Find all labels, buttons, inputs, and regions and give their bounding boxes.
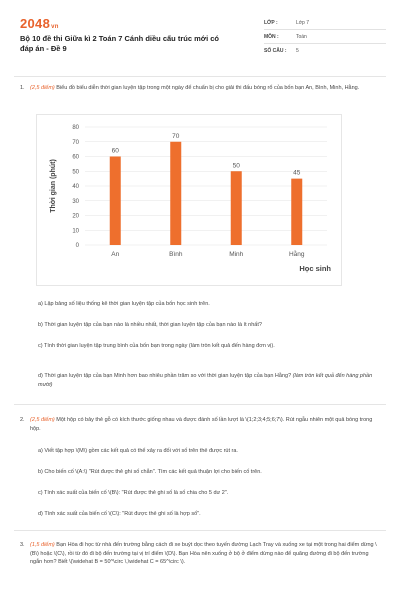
y-tick-label: 80 [72,125,79,131]
question-number: 2. [20,417,25,423]
meta-value: Lớp 7 [296,19,310,26]
question-2 [20,416,382,438]
q2-part-b: b) Cho biến cố \(A:\) "Rút được thẻ ghi số chẵn". Tìm các kết quả thuận lợi cho biến cố trên. [38,469,262,475]
bar [291,179,302,245]
y-tick-label: 10 [72,228,79,235]
question-number: 1. [20,85,25,91]
document-header [14,12,386,70]
meta-value: Toán [296,33,307,40]
question-points: (2,5 điểm) [30,85,55,91]
q1-part-d-text: d) Thời gian luyện tập của bạn Minh hơn bao nhiêu phần trăm so với thời gian luyện tập của bạn Hằng? [38,373,293,379]
meta-row-count [264,44,386,58]
bar-value-label: 70 [172,132,180,140]
bar-value-label: 45 [293,169,301,177]
question-number: 3. [20,542,25,548]
meta-row-subject [264,30,386,44]
question-divider [14,404,386,405]
bar [231,171,242,245]
bar-chart [36,114,342,286]
question-text [30,416,382,433]
x-tick-label: Hằng [288,251,305,258]
y-axis-label: Thời gian (phút) [50,159,57,213]
bar-value-label: 50 [232,162,240,170]
header-divider [14,76,386,77]
x-tick-label: Bình [169,251,183,258]
bar-chart-svg [37,115,343,287]
q1-part-b: b) Thời gian luyện tập của bạn nào là nhiều nhất, thời gian luyện tập của bạn nào là ít nhất? [38,322,262,328]
x-tick-label: An [111,251,120,258]
q1-part-d-note: (làm tròn kết quả đến hàng phần mười) [38,373,373,388]
y-tick-label: 70 [72,139,79,146]
question-1 [20,84,382,106]
meta-key: LỚP : [264,19,278,26]
y-tick-label: 0 [75,243,79,249]
site-logo[interactable] [20,16,59,31]
meta-table [264,16,386,58]
meta-value: 5 [296,48,299,54]
q2-part-c: c) Tính xác suất của biến cố \(B\): "Rút được thẻ ghi số là số chia cho 5 dư 2". [38,490,229,496]
question-points: (1,5 điểm) [30,542,55,548]
bar [170,142,181,245]
y-tick-label: 30 [72,198,79,205]
question-3 [20,541,382,581]
y-tick-label: 40 [72,184,79,190]
bar [110,157,121,246]
q1-part-c: c) Tính thời gian luyện tập trung bình của bốn bạn trong ngày (làm tròn kết quả đến hàng đơn vị). [38,343,275,349]
q1-part-a: a) Lập bảng số liệu thống kê thời gian luyện tập của bốn học sinh trên. [38,301,210,307]
question-body: Bạn Hòa đi học từ nhà đến trường bằng cách đi xe buýt dọc theo tuyến đường Lạch Tray và xuống xe tại một trong hai điểm dừng \(B\) hoặc \(C\), rồi từ đó đi bộ đến trường tại vị trí điểm \(D\). Bạn Hòa nên xuống ở bộ ở điểm dừng nào để quãng đường đi bộ đến trường ngắn hơn? Biết \(\widehat B = 50^\circ \,\widehat C = 65^\circ \). [30,542,377,565]
q2-part-a: a) Viết tập hợp \(M\) gồm các kết quả có thể xảy ra đối với số trên thẻ được rút ra. [38,448,238,454]
q1-part-d [38,372,378,389]
x-tick-label: Minh [229,251,244,258]
question-text [30,84,382,93]
logo-suffix: vn [51,24,59,30]
document-title: Bộ 10 đề thi Giữa kì 2 Toán 7 Cánh diều cấu trúc mới có đáp án - Đề 9 [20,34,219,53]
question-text [30,541,382,567]
y-tick-label: 50 [72,169,79,176]
meta-row-class [264,16,386,30]
meta-key: SỐ CÂU : [264,48,287,54]
logo-text: 2048 [20,16,51,31]
question-divider [14,530,386,531]
question-body: Biểu đồ biểu diễn thời gian luyện tập trong một ngày để chuẩn bị cho giải thi đấu bóng rổ của bốn bạn An, Bình, Minh, Hằng. [54,85,360,91]
x-axis-label: Học sinh [299,264,331,273]
bar-value-label: 60 [111,147,119,155]
q2-part-d: d) Tính xác suất của biến cố \(C\): "Rút được thẻ ghi số là hợp số". [38,511,201,517]
question-body: Một hộp có bảy thẻ gỗ có kích thước giống nhau và được đánh số lần lượt là \(1;2;3;4;5;6;7\). Rút ngẫu nhiên một quả bóng trong hộp. [30,417,373,432]
y-tick-label: 60 [72,154,79,161]
meta-key: MÔN : [264,33,279,40]
y-tick-label: 20 [72,213,79,220]
question-points: (2,5 điểm) [30,417,55,423]
